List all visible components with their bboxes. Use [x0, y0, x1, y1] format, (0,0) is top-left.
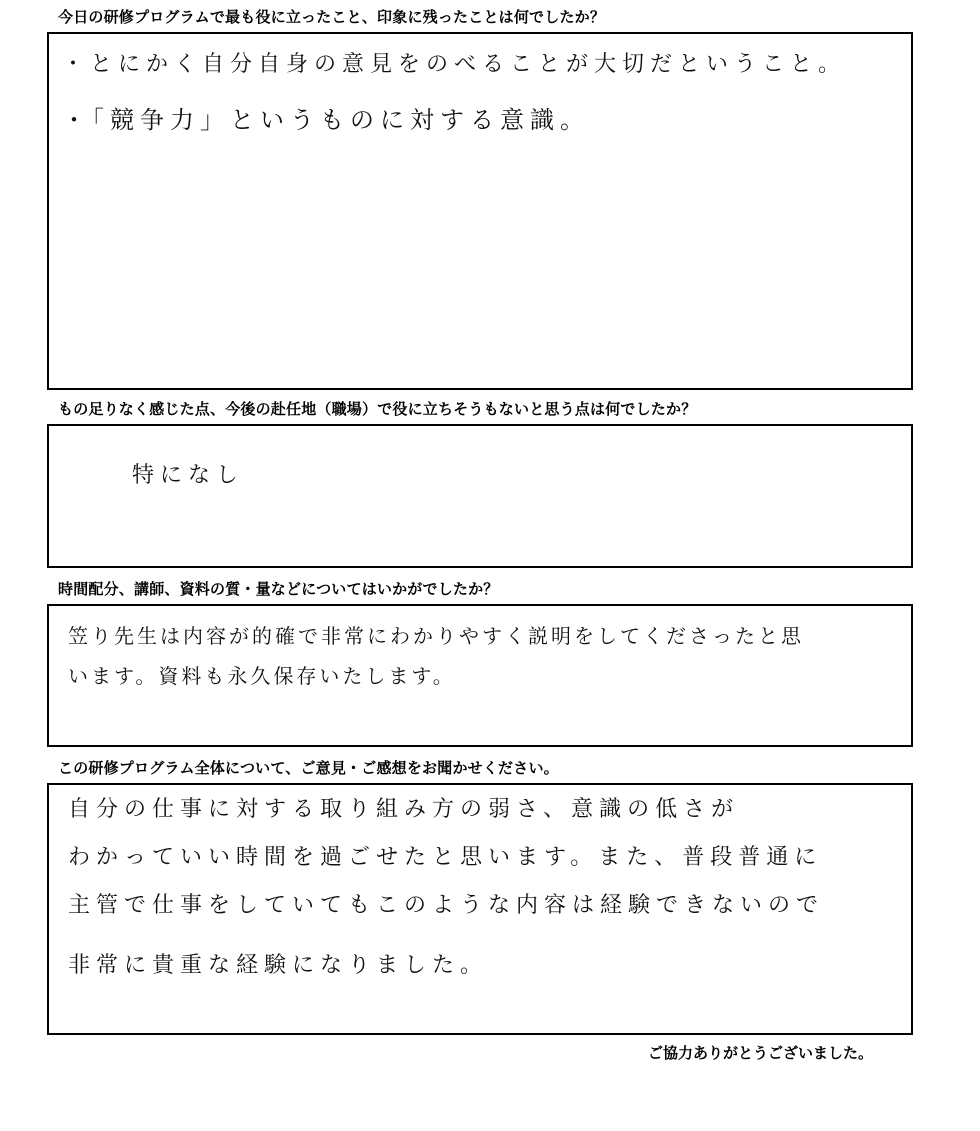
answer-box-shortcomings[interactable]	[47, 424, 913, 568]
handwritten-answer-line: 自分の仕事に対する取り組み方の弱さ、意識の低さが	[68, 797, 740, 822]
answer-box-most-useful[interactable]	[47, 32, 913, 390]
handwritten-answer-line: 非常に貴重な経験になりました。	[68, 953, 489, 978]
thank-you-footer: ご協力ありがとうございました。	[648, 1044, 874, 1062]
question-time-instructors-materials: 時間配分、講師、資料の質・量などについてはいかがでしたか？	[58, 580, 499, 598]
handwritten-answer-line: います。資料も永久保存いたします。	[68, 664, 456, 688]
handwritten-answer-line: 特になし	[132, 463, 245, 488]
question-shortcomings: もの足りなく感じた点、今後の赴任地（職場）で役に立ちそうもないと思う点は何でしたか？	[58, 400, 697, 418]
handwritten-answer-line: ・とにかく自分自身の意見をのべることが大切だということ。	[62, 52, 847, 77]
question-overall-comments: この研修プログラム全体について、ご意見・ご感想をお聞かせください。	[58, 759, 559, 777]
handwritten-answer-line: ・「競争力」というものに対する意識。	[62, 106, 590, 134]
handwritten-answer-line: 主管で仕事をしていてもこのような内容は経験できないので	[68, 893, 825, 918]
handwritten-answer-line: 笠り先生は内容が的確で非常にわかりやすく説明をしてくださったと思	[68, 624, 804, 648]
handwritten-answer-line: わかっていい時間を過ごせたと思います。また、普段普通に	[68, 845, 823, 870]
question-most-useful: 今日の研修プログラムで最も役に立ったこと、印象に残ったことは何でしたか？	[58, 8, 606, 26]
